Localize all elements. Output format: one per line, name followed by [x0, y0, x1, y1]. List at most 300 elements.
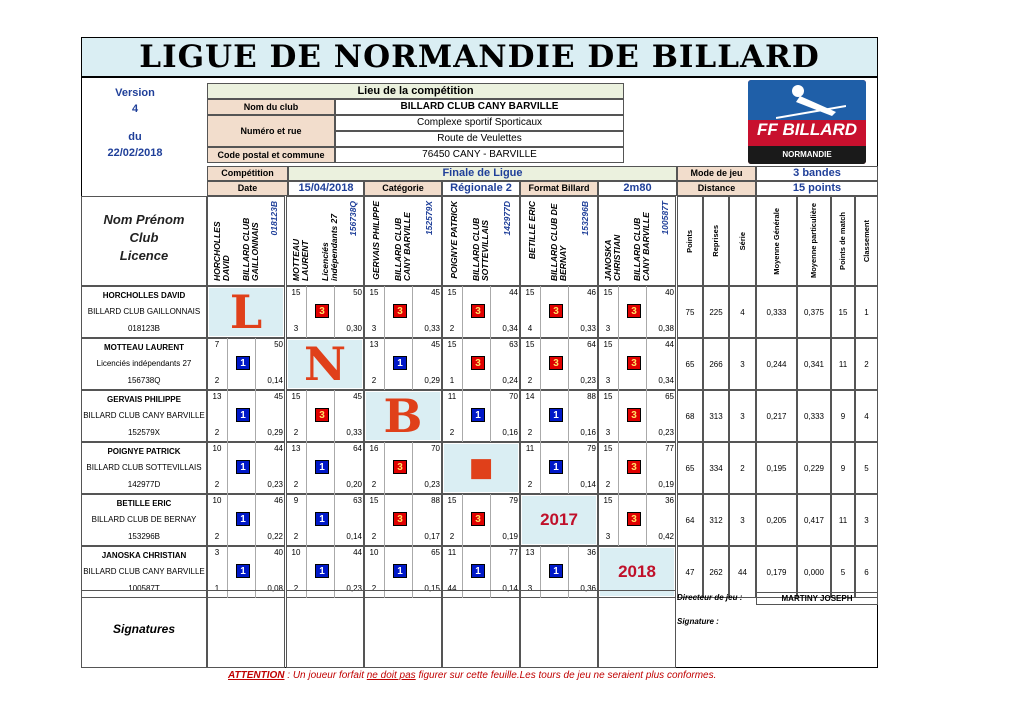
game-moyenne: 0,23 — [346, 584, 362, 593]
match-points-badge: 1 — [549, 408, 563, 422]
result-4: 0,417 — [797, 494, 831, 546]
match-points-badge: 1 — [315, 512, 329, 526]
game-moyenne: 0,14 — [580, 480, 596, 489]
player-row-4 — [81, 494, 207, 546]
game-points: 3 — [214, 548, 220, 557]
dist-value: 15 points — [756, 181, 878, 196]
col-header-licence: 100587T — [659, 201, 670, 235]
footer-text-2: figurer sur cette feuille.Les tours de jeu ne seraient plus conformes. — [415, 670, 717, 681]
date-label: Date — [207, 181, 288, 196]
col-header-club: Licenciés indépendants 27 — [319, 213, 339, 281]
result-0: 65 — [677, 442, 703, 494]
game-reprises: 79 — [509, 496, 518, 505]
result-3: 0,244 — [756, 338, 797, 390]
player-name: JANOSKA CHRISTIAN — [101, 550, 187, 560]
diagonal-marker-2: B — [366, 392, 440, 440]
game-serie: 3 — [371, 324, 377, 333]
game-points: 15 — [603, 444, 613, 453]
diagonal-marker-0: L — [209, 288, 283, 336]
mode-label: Mode de jeu — [677, 166, 756, 181]
player-row-1 — [81, 338, 207, 390]
game-moyenne: 0,08 — [267, 584, 283, 593]
game-reprises: 77 — [665, 444, 674, 453]
game-moyenne: 0,19 — [658, 480, 674, 489]
match-points-badge: 3 — [393, 460, 407, 474]
result-6: 5 — [855, 442, 878, 494]
game-moyenne: 0,16 — [502, 428, 518, 437]
game-points: 10 — [369, 548, 379, 557]
game-moyenne: 0,16 — [580, 428, 596, 437]
game-moyenne: 0,17 — [424, 532, 440, 541]
game-moyenne: 0,30 — [346, 324, 362, 333]
game-serie: 3 — [605, 376, 611, 385]
game-serie: 3 — [605, 532, 611, 541]
game-serie: 2 — [527, 376, 533, 385]
game-reprises: 70 — [431, 444, 440, 453]
game-moyenne: 0,14 — [346, 532, 362, 541]
game-serie: 2 — [293, 480, 299, 489]
diagonal-marker-4: 2017 — [522, 496, 596, 544]
match-points-badge: 1 — [393, 564, 407, 578]
match-points-badge: 3 — [627, 408, 641, 422]
game-serie: 2 — [214, 480, 220, 489]
result-1: 225 — [703, 286, 729, 338]
diagonal-marker-5: 2018 — [600, 548, 674, 596]
player-licence: 142977D — [127, 480, 161, 490]
game-points: 15 — [447, 288, 457, 297]
game-points: 15 — [291, 288, 301, 297]
player-licence: 153296B — [127, 532, 161, 542]
game-points: 10 — [212, 444, 222, 453]
result-3: 0,179 — [756, 546, 797, 598]
player-licence: 100587T — [128, 584, 160, 594]
result-2: 4 — [729, 286, 756, 338]
game-reprises: 40 — [274, 548, 283, 557]
game-moyenne: 0,23 — [424, 480, 440, 489]
game-serie: 2 — [371, 376, 377, 385]
result-6: 3 — [855, 494, 878, 546]
player-club: Licenciés indépendants 27 — [96, 359, 192, 369]
game-serie: 3 — [605, 428, 611, 437]
game-reprises: 88 — [587, 392, 596, 401]
col-header-name: POIGNYE PATRICK — [448, 201, 459, 279]
result-3: 0,333 — [756, 286, 797, 338]
game-points: 15 — [603, 392, 613, 401]
page-title: LIGUE DE NORMANDIE DE BILLARD — [81, 37, 878, 77]
date-value: 15/04/2018 — [288, 181, 364, 196]
result-2: 3 — [729, 494, 756, 546]
result-header-3: Moyenne Générale — [756, 196, 797, 286]
game-serie: 1 — [449, 376, 455, 385]
game-moyenne: 0,34 — [658, 376, 674, 385]
result-0: 65 — [677, 338, 703, 390]
game-points: 14 — [525, 392, 535, 401]
signatures-label: Signatures — [81, 590, 207, 668]
player-name: POIGNYE PATRICK — [107, 446, 181, 456]
cp-value: 76450 CANY - BARVILLE — [335, 147, 624, 163]
result-0: 75 — [677, 286, 703, 338]
match-points-badge: 1 — [393, 356, 407, 370]
game-points: 15 — [369, 496, 379, 505]
player-club: BILLARD CLUB DE BERNAY — [91, 515, 197, 525]
result-header-6: Classement — [855, 196, 878, 286]
player-row-3 — [81, 442, 207, 494]
game-points: 11 — [525, 444, 535, 453]
player-name: HORCHOLLES DAVID — [102, 290, 186, 300]
game-moyenne: 0,33 — [424, 324, 440, 333]
match-points-badge: 3 — [627, 304, 641, 318]
club-value: BILLARD CLUB CANY BARVILLE — [335, 99, 624, 115]
player-row-2 — [81, 390, 207, 442]
result-3: 0,205 — [756, 494, 797, 546]
result-2: 44 — [729, 546, 756, 598]
result-2: 3 — [729, 338, 756, 390]
result-0: 47 — [677, 546, 703, 598]
col-header-club: BILLARD CLUB CANY BARVILLE — [631, 212, 651, 281]
game-reprises: 46 — [587, 288, 596, 297]
game-reprises: 64 — [587, 340, 596, 349]
game-serie: 3 — [527, 584, 533, 593]
directeur-label: Directeur de jeu : — [677, 593, 743, 602]
game-serie: 3 — [605, 324, 611, 333]
game-serie: 2 — [371, 480, 377, 489]
game-reprises: 79 — [587, 444, 596, 453]
player-club: BILLARD CLUB SOTTEVILLAIS — [86, 463, 202, 473]
game-moyenne: 0,20 — [346, 480, 362, 489]
player-row-0 — [81, 286, 207, 338]
result-5: 9 — [831, 390, 855, 442]
game-moyenne: 0,42 — [658, 532, 674, 541]
game-moyenne: 0,33 — [580, 324, 596, 333]
result-5: 11 — [831, 494, 855, 546]
game-serie: 3 — [293, 324, 299, 333]
game-moyenne: 0,23 — [267, 480, 283, 489]
signature-label: Signature : — [677, 617, 719, 626]
player-licence: 018123B — [127, 324, 161, 334]
game-points: 10 — [291, 548, 301, 557]
match-points-badge: 1 — [471, 564, 485, 578]
col-header-3 — [442, 196, 520, 286]
col-header-licence: 018123B — [268, 201, 279, 236]
match-points-badge: 3 — [393, 304, 407, 318]
game-reprises: 45 — [353, 392, 362, 401]
signature-cell — [286, 590, 364, 668]
footer-text-1: : Un joueur forfait — [284, 670, 367, 681]
match-points-badge: 1 — [236, 512, 250, 526]
result-6: 2 — [855, 338, 878, 390]
logo-text: FF BILLARD — [756, 120, 858, 139]
game-reprises: 44 — [353, 548, 362, 557]
result-4: 0,229 — [797, 442, 831, 494]
cat-value: Régionale 2 — [442, 181, 520, 196]
game-moyenne: 0,15 — [424, 584, 440, 593]
footer-attention: ATTENTION — [228, 670, 285, 681]
version-du: du — [128, 131, 142, 143]
game-points: 15 — [291, 392, 301, 401]
player-club: BILLARD CLUB GAILLONNAIS — [87, 307, 201, 317]
version-label: Version — [115, 87, 155, 99]
game-reprises: 44 — [509, 288, 518, 297]
match-points-badge: 3 — [315, 408, 329, 422]
game-serie: 2 — [214, 428, 220, 437]
result-6: 4 — [855, 390, 878, 442]
col-header-1 — [286, 196, 364, 286]
player-licence: 152579X — [127, 428, 161, 438]
header-line-3: Licence — [119, 248, 169, 263]
game-points: 11 — [447, 548, 457, 557]
game-reprises: 70 — [509, 392, 518, 401]
ffbillard-logo — [748, 80, 866, 164]
game-points: 13 — [291, 444, 301, 453]
result-header-2: Série — [729, 196, 756, 286]
game-points: 9 — [293, 496, 299, 505]
result-5: 15 — [831, 286, 855, 338]
signature-cell — [364, 590, 442, 668]
result-header-1: Reprises — [703, 196, 729, 286]
game-reprises: 63 — [509, 340, 518, 349]
game-serie: 2 — [293, 532, 299, 541]
result-5: 5 — [831, 546, 855, 598]
version-date: 22/02/2018 — [107, 147, 163, 159]
result-1: 313 — [703, 390, 729, 442]
game-reprises: 65 — [665, 392, 674, 401]
result-4: 0,333 — [797, 390, 831, 442]
diagonal-marker-1: N — [288, 340, 362, 388]
game-moyenne: 0,29 — [267, 428, 283, 437]
col-header-name: HORCHOLLES DAVID — [212, 221, 232, 281]
diagonal-marker-3: ■ — [444, 444, 518, 492]
game-reprises: 50 — [274, 340, 283, 349]
result-6: 6 — [855, 546, 878, 598]
result-header-5: Points de match — [831, 196, 855, 286]
signature-cell — [207, 590, 285, 668]
result-1: 266 — [703, 338, 729, 390]
result-1: 334 — [703, 442, 729, 494]
game-reprises: 45 — [431, 340, 440, 349]
game-points: 11 — [447, 392, 457, 401]
game-reprises: 64 — [353, 444, 362, 453]
player-name: GERVAIS PHILIPPE — [107, 394, 181, 404]
col-header-club: BILLARD CLUB GAILLONNAIS — [240, 217, 260, 281]
dist-label: Distance — [677, 181, 756, 196]
result-1: 312 — [703, 494, 729, 546]
game-serie: 2 — [214, 376, 220, 385]
game-moyenne: 0,34 — [502, 324, 518, 333]
game-points: 10 — [212, 496, 222, 505]
result-5: 11 — [831, 338, 855, 390]
col-header-licence: 142977D — [502, 201, 513, 236]
rue-value-2: Route de Veulettes — [335, 131, 624, 147]
match-points-badge: 1 — [549, 460, 563, 474]
col-header-4 — [520, 196, 598, 286]
game-points: 15 — [369, 288, 379, 297]
footer-warning — [228, 670, 716, 681]
game-moyenne: 0,14 — [267, 376, 283, 385]
game-reprises: 88 — [431, 496, 440, 505]
col-header-name: GERVAIS PHILIPPE — [370, 201, 381, 280]
match-points-badge: 1 — [471, 408, 485, 422]
match-points-badge: 3 — [393, 512, 407, 526]
result-header-0: Points — [677, 196, 703, 286]
directeur-name: MARTINY JOSEPH — [756, 592, 878, 605]
game-moyenne: 0,29 — [424, 376, 440, 385]
col-header-licence: 152579X — [424, 201, 435, 236]
game-reprises: 45 — [274, 392, 283, 401]
match-points-badge: 3 — [471, 512, 485, 526]
game-reprises: 36 — [587, 548, 596, 557]
game-moyenne: 0,23 — [658, 428, 674, 437]
game-points: 15 — [525, 340, 535, 349]
game-moyenne: 0,33 — [346, 428, 362, 437]
game-reprises: 46 — [274, 496, 283, 505]
game-serie: 2 — [293, 428, 299, 437]
game-serie: 1 — [214, 584, 220, 593]
col-header-licence: 156738Q — [347, 201, 358, 236]
signature-cell — [598, 590, 676, 668]
match-points-badge: 1 — [236, 408, 250, 422]
mode-value: 3 bandes — [756, 166, 878, 181]
game-reprises: 77 — [509, 548, 518, 557]
result-3: 0,195 — [756, 442, 797, 494]
col-header-0 — [207, 196, 285, 286]
footer-nedoitpas: ne doit pas — [366, 670, 416, 681]
result-4: 0,000 — [797, 546, 831, 598]
match-points-badge: 3 — [549, 356, 563, 370]
cat-label: Catégorie — [364, 181, 442, 196]
result-2: 3 — [729, 390, 756, 442]
result-0: 68 — [677, 390, 703, 442]
player-icon — [776, 82, 846, 122]
result-0: 64 — [677, 494, 703, 546]
logo-sub: NORMANDIE — [748, 146, 866, 164]
result-1: 262 — [703, 546, 729, 598]
competition-label: Compétition — [207, 166, 288, 181]
match-points-badge: 1 — [236, 564, 250, 578]
game-serie: 2 — [214, 532, 220, 541]
game-serie: 44 — [447, 584, 457, 593]
match-points-badge: 1 — [549, 564, 563, 578]
game-moyenne: 0,23 — [580, 376, 596, 385]
game-serie: 4 — [527, 324, 533, 333]
game-points: 7 — [214, 340, 220, 349]
result-4: 0,341 — [797, 338, 831, 390]
game-reprises: 44 — [274, 444, 283, 453]
game-moyenne: 0,38 — [658, 324, 674, 333]
game-serie: 2 — [449, 532, 455, 541]
player-name: MOTTEAU LAURENT — [104, 342, 184, 352]
match-points-badge: 1 — [236, 356, 250, 370]
game-points: 15 — [525, 288, 535, 297]
game-points: 13 — [369, 340, 379, 349]
game-points: 15 — [603, 288, 613, 297]
col-header-name: MOTTEAU LAURENT — [291, 238, 311, 281]
game-reprises: 36 — [665, 496, 674, 505]
result-2: 2 — [729, 442, 756, 494]
player-licence: 156738Q — [127, 376, 161, 386]
game-moyenne: 0,22 — [267, 532, 283, 541]
cp-label: Code postal et commune — [207, 147, 335, 163]
game-serie: 2 — [527, 428, 533, 437]
col-header-club: BILLARD CLUB DE BERNAY — [549, 203, 568, 281]
col-header-club: BILLARD CLUB CANY BARVILLE — [393, 212, 412, 281]
game-points: 13 — [212, 392, 222, 401]
match-points-badge: 3 — [471, 304, 485, 318]
game-reprises: 40 — [665, 288, 674, 297]
game-serie: 2 — [371, 532, 377, 541]
match-points-badge: 3 — [627, 512, 641, 526]
match-points-badge: 3 — [315, 304, 329, 318]
lieu-header: Lieu de la compétition — [207, 83, 624, 99]
result-5: 9 — [831, 442, 855, 494]
game-moyenne: 0,19 — [502, 532, 518, 541]
game-serie: 2 — [449, 428, 455, 437]
game-serie: 2 — [293, 584, 299, 593]
match-points-badge: 3 — [627, 460, 641, 474]
match-points-badge: 3 — [627, 356, 641, 370]
game-points: 15 — [447, 340, 457, 349]
format-label: Format Billard — [520, 181, 598, 196]
version-number: 4 — [131, 103, 139, 115]
header-line-1: Nom Prénom — [103, 212, 185, 227]
match-points-badge: 3 — [549, 304, 563, 318]
match-points-badge: 1 — [315, 460, 329, 474]
game-points: 15 — [447, 496, 457, 505]
player-name: BETILLE ERIC — [116, 498, 172, 508]
result-6: 1 — [855, 286, 878, 338]
format-value: 2m80 — [598, 181, 677, 196]
rue-label: Numéro et rue — [207, 115, 335, 147]
col-header-2 — [364, 196, 442, 286]
game-reprises: 63 — [353, 496, 362, 505]
result-4: 0,375 — [797, 286, 831, 338]
game-reprises: 50 — [353, 288, 362, 297]
result-header-4: Moyenne particulière — [797, 196, 831, 286]
player-club: BILLARD CLUB CANY BARVILLE — [83, 567, 205, 577]
game-serie: 2 — [371, 584, 377, 593]
result-3: 0,217 — [756, 390, 797, 442]
signature-cell — [442, 590, 520, 668]
game-points: 13 — [525, 548, 535, 557]
rue-value-1: Complexe sportif Sporticaux — [335, 115, 624, 131]
signature-cell — [520, 590, 598, 668]
match-points-badge: 3 — [471, 356, 485, 370]
header-line-2: Club — [129, 230, 159, 245]
game-moyenne: 0,14 — [502, 584, 518, 593]
header-nom-prenom — [81, 196, 207, 286]
version-block — [100, 85, 170, 161]
game-moyenne: 0,36 — [580, 584, 596, 593]
player-club: BILLARD CLUB CANY BARVILLE — [83, 411, 205, 421]
game-reprises: 65 — [431, 548, 440, 557]
game-reprises: 45 — [431, 288, 440, 297]
col-header-name: JANOSKA CHRISTIAN — [603, 234, 623, 281]
col-header-club: BILLARD CLUB SOTTEVILLAIS — [471, 217, 490, 281]
game-points: 15 — [603, 340, 613, 349]
game-points: 15 — [603, 496, 613, 505]
col-header-licence: 153296B — [580, 201, 591, 236]
game-serie: 2 — [449, 324, 455, 333]
match-points-badge: 1 — [236, 460, 250, 474]
col-header-5 — [598, 196, 676, 286]
game-reprises: 44 — [665, 340, 674, 349]
competition-value: Finale de Ligue — [288, 166, 677, 181]
game-serie: 2 — [605, 480, 611, 489]
game-points: 16 — [369, 444, 379, 453]
game-serie: 2 — [527, 480, 533, 489]
col-header-name: BETILLE ERIC — [526, 201, 537, 260]
match-points-badge: 1 — [315, 564, 329, 578]
game-moyenne: 0,24 — [502, 376, 518, 385]
